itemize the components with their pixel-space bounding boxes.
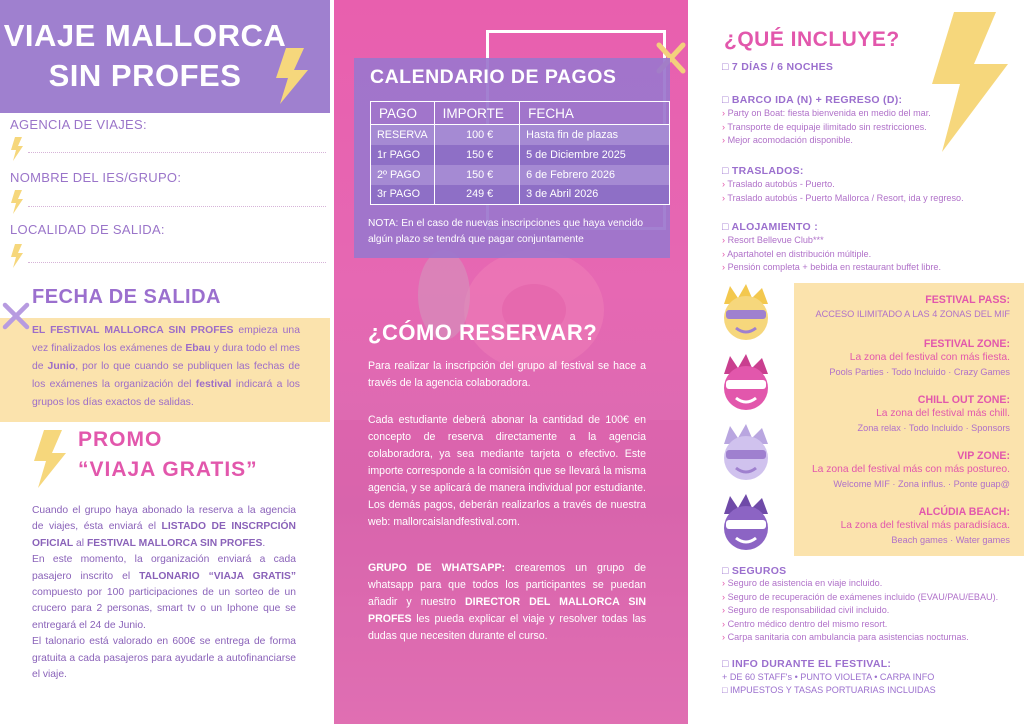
- payment-calendar: [354, 58, 670, 258]
- insurance-header: □ SEGUROS: [722, 565, 787, 577]
- lightning-bolt-icon: [10, 137, 24, 161]
- list-item: › Centro médico dentro del mismo resort.: [722, 618, 998, 632]
- payment-cell: RESERVA: [371, 125, 435, 145]
- school-label: NOMBRE DEL IES/GRUPO:: [10, 170, 182, 185]
- lightning-bolt-icon: [10, 244, 24, 268]
- info-line-1: + DE 60 STAFF's • PUNTO VIOLETA • CARPA INFO: [722, 672, 935, 682]
- date-cell: Hasta fin de plazas: [520, 125, 670, 145]
- title-line-2: SIN PROFES: [48, 58, 242, 93]
- festival-zone: FESTIVAL ZONE: La zona del festival con más fiesta. Pools Parties · Todo Incluido · Crazy Games: [829, 338, 1010, 377]
- list-item: › Traslado autobús - Puerto.: [722, 178, 964, 192]
- departure-title: FECHA DE SALIDA: [32, 286, 221, 308]
- lightning-bolt-icon: [10, 190, 24, 214]
- agency-label: AGENCIA DE VIAJES:: [10, 117, 147, 132]
- festival-pass: FESTIVAL PASS: ACCESO ILIMITADO A LAS 4 ZONAS DEL MIF: [815, 294, 1010, 319]
- transfers-list: [722, 178, 964, 205]
- how-to-book-p2: Cada estudiante deberá abonar la cantidad de 100€ en concepto de reserva directamente a la agencia colaboradora, ya sea mediante tarjeta o efectivo. Este importe corresponde a la comisión que se llevará la misma agencia, y se aplicará de manera individual por estudiante. Los demás pagos, deberán realizarlos a través de nuestra web: mallorcaislandfestival.com.: [368, 414, 646, 528]
- city-label: LOCALIDAD DE SALIDA:: [10, 222, 165, 237]
- yellow-mascot-icon: [718, 282, 774, 344]
- chill-out-zone: CHILL OUT ZONE: La zona del festival más chill. Zona relax · Todo Incluido · Sponsors: [857, 394, 1010, 433]
- how-to-book-title: ¿CÓMO RESERVAR?: [368, 320, 598, 345]
- column-header: IMPORTE: [434, 102, 520, 125]
- list-item: › Resort Bellevue Club***: [722, 234, 941, 248]
- list-item: › Seguro de recuperación de exámenes incluido (EVAU/PAU/EBAU).: [722, 591, 998, 605]
- payment-table: [370, 101, 670, 205]
- column-header: PAGO: [371, 102, 435, 125]
- title-line-1: VIAJE MALLORCA: [3, 18, 287, 53]
- list-item: › Carpa sanitaria con ambulancia para asistencias nocturnas.: [722, 631, 998, 645]
- lightning-bolt-icon: [924, 12, 1016, 152]
- left-panel: [0, 0, 334, 724]
- promo-title-1: PROMO: [78, 428, 163, 451]
- alcudia-beach-zone: ALCÚDIA BEACH: La zona del festival más paradisíaca. Beach games · Water games: [840, 506, 1010, 545]
- vip-zone: VIP ZONE: La zona del festival más con más postureo. Welcome MIF · Zona influs. · Ponte guap@: [811, 450, 1010, 489]
- school-field[interactable]: [28, 206, 326, 207]
- promo-text: Cuando el grupo haya abonado la reserva a la agencia de viajes, ésta enviará el LISTADO DE INSCRPCIÓN OFICIAL al FESTIVAL MALLORCA SIN PROFES. En este momento, la organización enviará a cada pasajero inscrito el TALONARIO “VIAJA GRATIS” compuesto por 100 participaciones de un sorteo de un crucero para 2 personas, smart tv o un Iphone que se entregará el 24 de Junio. El talonario está valorado en 600€ se entrega de forma gratuita a cada pasajeros para ayudarle a autofinanciarse el viaje.: [32, 505, 296, 681]
- table-row: [371, 125, 670, 145]
- middle-panel: [334, 0, 688, 724]
- promo-title-2: “VIAJA GRATIS”: [78, 458, 258, 481]
- includes-title: ¿QUÉ INCLUYE?: [724, 28, 900, 51]
- lightning-bolt-icon: [272, 48, 312, 104]
- days-label: □ 7 DÍAS / 6 NOCHES: [722, 61, 834, 73]
- departure-box: [0, 318, 330, 422]
- payment-cell: 1r PAGO: [371, 145, 435, 165]
- lightning-bolt-icon: [30, 430, 70, 488]
- title-banner: [0, 0, 330, 113]
- lodging-list: [722, 234, 941, 275]
- list-item: › Mejor acomodación disponible.: [722, 134, 931, 148]
- amount-cell: 150 €: [434, 165, 520, 185]
- list-item: › Seguro de asistencia en viaje incluido.: [722, 577, 998, 591]
- boat-list: [722, 107, 931, 148]
- insurance-list: [722, 577, 998, 645]
- lodging-header: □ ALOJAMIENTO :: [722, 221, 819, 233]
- cross-icon: [2, 302, 30, 330]
- list-item: › Transporte de equipaje ilimitado sin restricciones.: [722, 121, 931, 135]
- how-to-book-p1: Para realizar la inscripción del grupo al festival se hace a través de la agencia colaboradora.: [368, 360, 646, 389]
- lilac-mascot-icon: [718, 422, 774, 484]
- amount-cell: 100 €: [434, 125, 520, 145]
- column-header: FECHA: [520, 102, 670, 125]
- departure-text: EL FESTIVAL MALLORCA SIN PROFES empieza una vez finalizados los exámenes de Ebau y dura todo el mes de Junio, por lo que cuando se publiquen las fechas de los exámenes la organización del festival indicará a los grupos los días exactos de salidas.: [32, 325, 300, 408]
- amount-cell: 150 €: [434, 145, 520, 165]
- transfers-header: □ TRASLADOS:: [722, 165, 804, 177]
- city-field[interactable]: [28, 262, 326, 263]
- date-cell: 3 de Abril 2026: [520, 185, 670, 205]
- table-header-row: [371, 102, 670, 125]
- whatsapp-paragraph: GRUPO DE WHATSAPP: crearemos un grupo de whatsapp para que todos los participantes se puedan añadir y nuestro DIRECTOR DEL MALLORCA SIN PROFES les pueda explicar el viaje y resolver todas las dudas que necesiten durante el curso.: [368, 562, 646, 642]
- boat-header: □ BARCO IDA (N) + REGRESO (D):: [722, 94, 903, 106]
- amount-cell: 249 €: [434, 185, 520, 205]
- date-cell: 5 de Diciembre 2025: [520, 145, 670, 165]
- info-header: □ INFO DURANTE EL FESTIVAL:: [722, 658, 892, 670]
- table-row: [371, 165, 670, 185]
- info-line-2: □ IMPUESTOS Y TASAS PORTUARIAS INCLUIDAS: [722, 685, 936, 695]
- purple-mascot-icon: [718, 492, 774, 554]
- calendar-note: NOTA: En el caso de nuevas inscripciones que haya vencido algún plazo se tendrá que pagar conjuntamente: [368, 218, 644, 245]
- list-item: › Party on Boat: fiesta bienvenida en medio del mar.: [722, 107, 931, 121]
- list-item: › Apartahotel en distribución múltiple.: [722, 248, 941, 262]
- right-panel: [688, 0, 1024, 724]
- date-cell: 6 de Febrero 2026: [520, 165, 670, 185]
- list-item: › Traslado autobús - Puerto Mallorca / Resort, ida y regreso.: [722, 192, 964, 206]
- table-row: [371, 145, 670, 165]
- payment-cell: 2º PAGO: [371, 165, 435, 185]
- calendar-title: CALENDARIO DE PAGOS: [370, 66, 617, 88]
- festival-zones-box: [794, 283, 1024, 556]
- list-item: › Seguro de responsabilidad civil incluido.: [722, 604, 998, 618]
- table-row: [371, 185, 670, 205]
- pink-mascot-icon: [718, 352, 774, 414]
- list-item: › Pensión completa + bebida en restaurant buffet libre.: [722, 261, 941, 275]
- agency-field[interactable]: [28, 152, 326, 153]
- payment-cell: 3r PAGO: [371, 185, 435, 205]
